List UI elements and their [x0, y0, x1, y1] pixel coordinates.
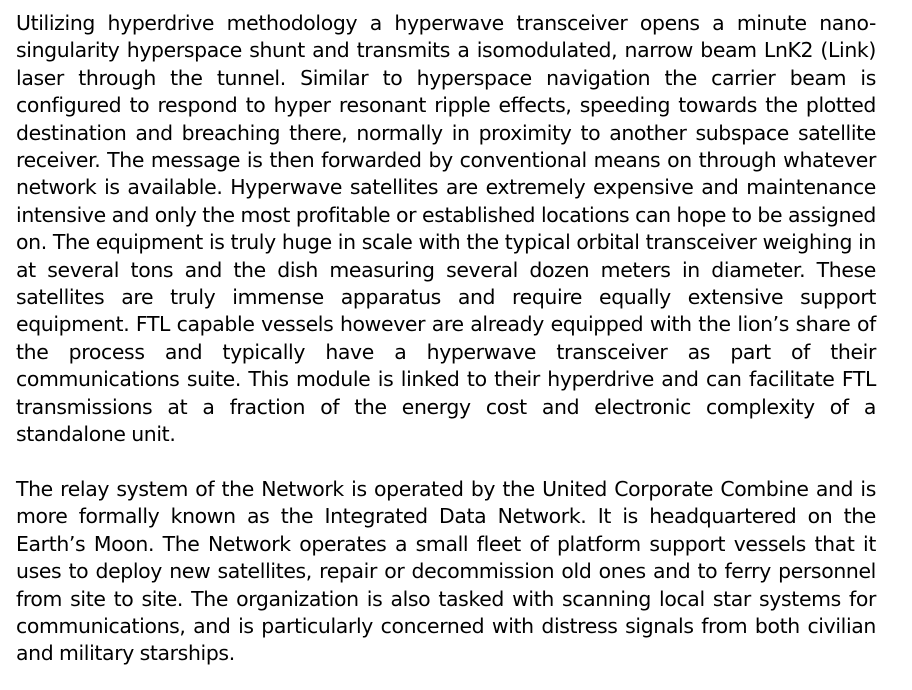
paragraph-hyperwave-transceiver: Utilizing hyperdrive methodology a hyperwave transceiver opens a minute nano-singularity hyperspace shunt and transmits a isomodulated, narrow beam LnK2 (Link) laser through the tunnel. Similar to hyperspace navigation the carrier beam is configured to respond to hyper resonant ripple effects, speeding towards the plotted destination and breaching there, normally in proximity to another subspace satellite receiver. The message is then forwarded by conventional means on through whatever network is available. Hyperwave satellites are extremely expensive and maintenance intensive and only the most profitable or established locations can hope to be assigned on. The equipment is truly huge in scale with the typical orbital transceiver weighing in at several tons and the dish measuring several dozen meters in diameter. These satellites are truly immense apparatus and require equally extensive support equipment. FTL capable vessels however are already equipped with the lion’s share of the process and typically have a hyperwave transceiver as part of their communications suite. This module is linked to their hyperdrive and can facilitate FTL transmissions at a fraction of the energy cost and electronic complexity of a standalone unit.	[16, 11, 876, 447]
paragraph-relay-network: The relay system of the Network is operated by the United Corporate Combine and is more formally known as the Integrated Data Network. It is headquartered on the Earth’s Moon. The Network operates a small fleet of platform support vessels that it uses to deploy new satellites, repair or decommission old ones and to ferry personnel from site to site. The organization is also tasked with scanning local star systems for communications, and is particularly concerned with distress signals from both civilian and military starships.	[16, 476, 876, 666]
document-body	[16, 10, 876, 668]
